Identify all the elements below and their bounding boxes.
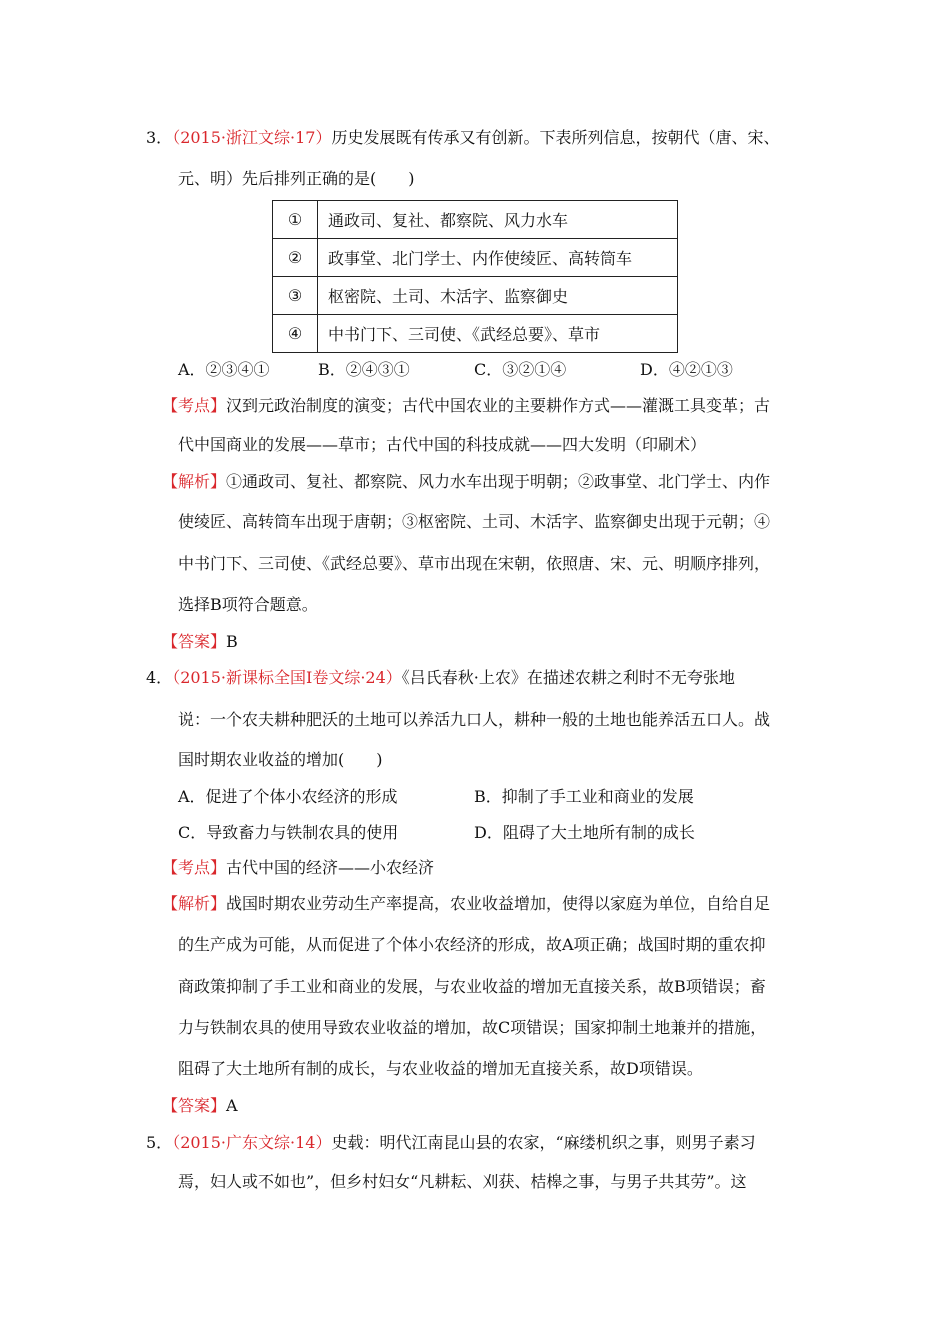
q4-jiexi-2: 的生产成为可能，从而促进了个体小农经济的形成，故A项正确；战国时期的重农抑 <box>178 935 766 954</box>
q4-jiexi-4: 力与铁制农具的使用导致农业收益的增加，故C项错误；国家抑制土地兼并的措施， <box>178 1018 767 1037</box>
q3-option-d: D．④②①③ <box>640 360 733 379</box>
table-cell-num: ③ <box>273 277 318 315</box>
q4-jiexi-3: 商政策抑制了手工业和商业的发展，与农业收益的增加无直接关系，故B项错误；畜 <box>178 977 766 996</box>
q3-option-b: B．②④③① <box>318 360 410 379</box>
q5-stem-line-1 <box>146 1133 756 1153</box>
q3-answer-line <box>162 632 238 652</box>
q3-kaodian-label: 【考点】 <box>162 396 227 415</box>
q4-daan: A <box>226 1096 238 1115</box>
q3-stem-2: 元、明）先后排列正确的是( ) <box>178 169 415 188</box>
q4-kaodian-line <box>162 858 434 878</box>
q3-jiexi-4: 选择B项符合题意。 <box>178 595 318 614</box>
q5-stem-1: 史载：明代江南昆山县的农家，“麻缕机织之事，则男子素习 <box>331 1133 756 1152</box>
q3-jiexi-1: ①通政司、复社、都察院、风力水车出现于明朝；②政事堂、北门学士、内作 <box>226 472 771 491</box>
q3-stem-1: 历史发展既有传承又有创新。下表所列信息，按朝代（唐、宋、 <box>331 128 780 147</box>
table-row <box>273 315 678 353</box>
q5-source: （2015·广东文综·14） <box>172 1133 332 1152</box>
q3-info-table <box>272 200 678 353</box>
q3-source: （2015·浙江文综·17） <box>172 128 332 147</box>
table-row <box>273 201 678 239</box>
q4-stem-line-1 <box>146 668 735 688</box>
q4-number: 4． <box>146 668 173 687</box>
q3-jiexi-2: 使绫匠、高转筒车出现于唐朝；③枢密院、土司、木活字、监察御史出现于元朝；④ <box>178 512 771 531</box>
q3-kaodian-1: 汉到元政治制度的演变；古代中国农业的主要耕作方式——灌溉工具变革；古 <box>226 396 771 415</box>
table-cell-text: 中书门下、三司使、《武经总要》、草市 <box>318 315 678 353</box>
table-row <box>273 277 678 315</box>
table-cell-text: 政事堂、北门学士、内作使绫匠、高转筒车 <box>318 239 678 277</box>
q4-jiexi-label: 【解析】 <box>162 894 227 913</box>
q4-stem-1: 《吕氏春秋·上农》在描述农耕之利时不无夸张地 <box>401 668 735 687</box>
q3-daan-label: 【答案】 <box>162 632 227 651</box>
q3-daan: B <box>226 632 238 651</box>
q5-number: 5． <box>146 1133 173 1152</box>
q4-stem-2: 说：一个农夫耕种肥沃的土地可以养活九口人，耕种一般的土地也能养活五口人。战 <box>178 710 771 729</box>
q4-kaodian-1: 古代中国的经济——小农经济 <box>226 858 435 877</box>
q4-daan-label: 【答案】 <box>162 1096 227 1115</box>
table-cell-num: ④ <box>273 315 318 353</box>
q3-kaodian-line-1 <box>162 396 770 416</box>
q3-stem-line-1 <box>146 128 779 148</box>
table-cell-num: ② <box>273 239 318 277</box>
q4-jiexi-5: 阻碍了大土地所有制的成长，与农业收益的增加无直接关系，故D项错误。 <box>178 1059 703 1078</box>
q4-jiexi-1: 战国时期农业劳动生产率提高，农业收益增加，使得以家庭为单位，自给自足 <box>226 894 771 913</box>
table-cell-num: ① <box>273 201 318 239</box>
table-row <box>273 239 678 277</box>
q3-jiexi-line-1 <box>162 472 770 492</box>
q4-stem-3: 国时期农业收益的增加( ) <box>178 750 383 769</box>
q4-source: （2015·新课标全国Ⅰ卷文综·24） <box>172 668 402 687</box>
q3-kaodian-2: 代中国商业的发展——草市；古代中国的科技成就——四大发明（印刷术） <box>178 435 707 454</box>
q5-stem-2: 焉，妇人或不如也”，但乡村妇女“凡耕耘、刈获、桔槔之事，与男子共其劳”。这 <box>178 1172 747 1191</box>
q4-kaodian-label: 【考点】 <box>162 858 227 877</box>
q4-option-c: C．导致畜力与铁制农具的使用 <box>178 823 399 842</box>
table-cell-text: 通政司、复社、都察院、风力水车 <box>318 201 678 239</box>
q3-jiexi-label: 【解析】 <box>162 472 227 491</box>
q4-jiexi-line-1 <box>162 894 770 914</box>
q4-answer-line <box>162 1096 238 1116</box>
q3-option-c: C．③②①④ <box>474 360 567 379</box>
q3-number: 3． <box>146 128 173 147</box>
q4-option-d: D．阻碍了大土地所有制的成长 <box>474 823 695 842</box>
q4-option-a: A．促进了个体小农经济的形成 <box>178 787 398 806</box>
table-cell-text: 枢密院、土司、木活字、监察御史 <box>318 277 678 315</box>
q3-option-a: A．②③④① <box>178 360 270 379</box>
q3-jiexi-3: 中书门下、三司使、《武经总要》、草市出现在宋朝，依照唐、宋、元、明顺序排列， <box>178 554 771 573</box>
q4-option-b: B．抑制了手工业和商业的发展 <box>474 787 694 806</box>
